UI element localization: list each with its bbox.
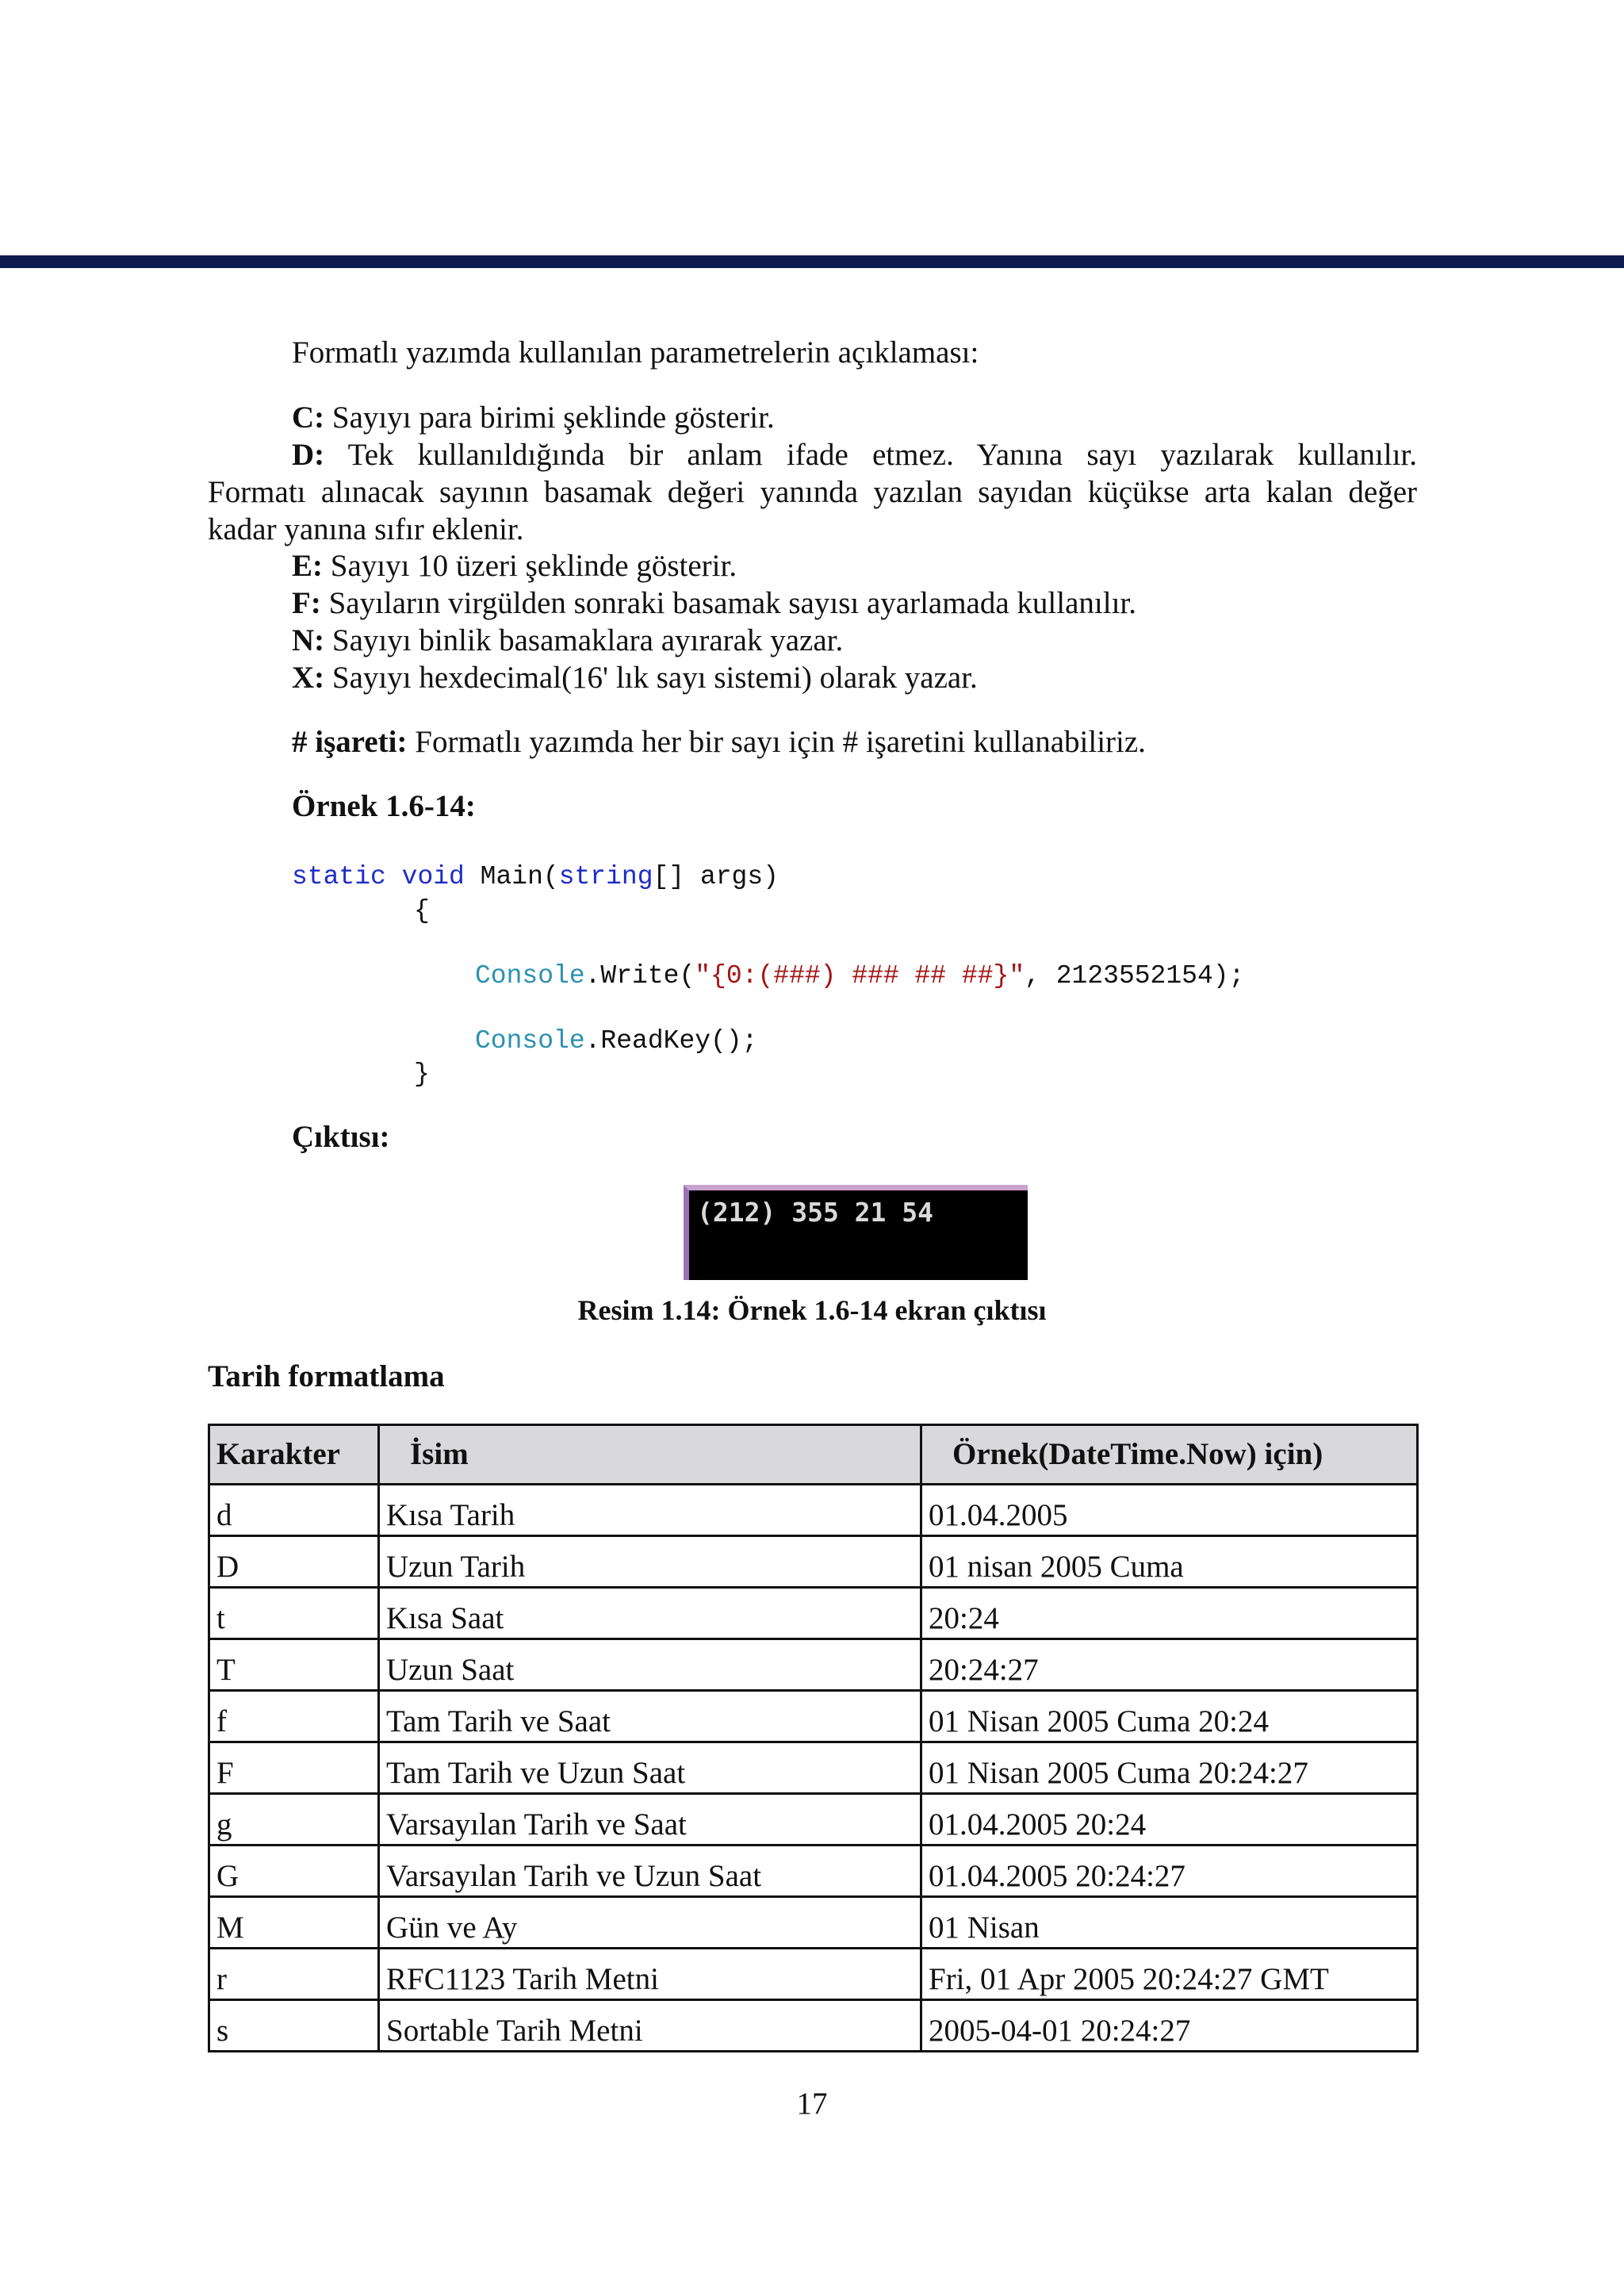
table-cell: g [209, 1794, 379, 1845]
table-row [209, 1485, 1418, 1536]
table-cell: RFC1123 Tarih Metni [379, 1949, 921, 2000]
table-cell: Varsayılan Tarih ve Saat [379, 1794, 921, 1845]
table-cell: D [209, 1536, 379, 1588]
table-cell: 20:24 [921, 1588, 1418, 1639]
table-cell: 01.04.2005 [921, 1485, 1418, 1536]
code-open-brace: { [414, 896, 430, 926]
intro-text: Formatlı yazımda kullanılan parametrelerin açıklaması: [292, 335, 979, 370]
table-row [209, 1949, 1418, 2000]
param-d-cont2: kadar yanına sıfır eklenir. [208, 512, 524, 546]
table-cell: Gün ve Ay [379, 1897, 921, 1949]
table-row [209, 2000, 1418, 2052]
table-cell: Fri, 01 Apr 2005 20:24:27 GMT [921, 1949, 1418, 2000]
param-x: X: Sayıyı hexdecimal(16' lık sayı sistemi) olarak yazar. [292, 661, 978, 695]
table-cell: 01.04.2005 20:24 [921, 1794, 1418, 1845]
date-format-table [208, 1424, 1419, 2052]
header-rule [0, 255, 1624, 268]
table-cell: Kısa Tarih [379, 1485, 921, 1536]
param-d-cont: Formatı alınacak sayının basamak değeri yanında yazılan sayıdan küçükse arta kalan değer [208, 475, 1417, 509]
param-n: N: Sayıyı binlik basamaklara ayırarak yazar. [292, 623, 844, 657]
table-cell: 01 Nisan 2005 Cuma 20:24 [921, 1691, 1418, 1742]
console-output-text: (212) 355 21 54 [697, 1197, 934, 1228]
code-line-readkey: Console.ReadKey(); [475, 1026, 758, 1056]
param-e: E: Sayıyı 10 üzeri şeklinde gösterir. [292, 549, 737, 583]
table-cell: 01 Nisan 2005 Cuma 20:24:27 [921, 1742, 1418, 1794]
hash-sign-text: # işareti: Formatlı yazımda her bir sayı için # işaretini kullanabiliriz. [292, 725, 1146, 759]
column-header: Karakter [209, 1425, 379, 1485]
table-cell: Tam Tarih ve Uzun Saat [379, 1742, 921, 1794]
code-close-brace: } [414, 1060, 430, 1089]
table-row [209, 1639, 1418, 1691]
table-cell: Uzun Tarih [379, 1536, 921, 1588]
section-title: Tarih formatlama [208, 1359, 445, 1393]
param-d: D: Tek kullanıldığında bir anlam ifade etmez. Yanına sayı yazılarak kullanılır. [292, 438, 1417, 472]
table-cell: s [209, 2000, 379, 2052]
table-cell: M [209, 1897, 379, 1949]
figure-caption: Resim 1.14: Örnek 1.6-14 ekran çıktısı [577, 1294, 1047, 1326]
table-cell: Varsayılan Tarih ve Uzun Saat [379, 1845, 921, 1897]
table-cell: Kısa Saat [379, 1588, 921, 1639]
table-row [209, 1536, 1418, 1588]
table-cell: r [209, 1949, 379, 2000]
param-c: C: Sayıyı para birimi şeklinde gösterir. [292, 401, 775, 435]
table-cell: G [209, 1845, 379, 1897]
table-cell: f [209, 1691, 379, 1742]
table-header-row [209, 1425, 1418, 1485]
table-cell: Uzun Saat [379, 1639, 921, 1691]
table-row [209, 1794, 1418, 1845]
table-cell: 20:24:27 [921, 1639, 1418, 1691]
table-row [209, 1845, 1418, 1897]
param-f: F: Sayıların virgülden sonraki basamak sayısı ayarlamada kullanılır. [292, 586, 1136, 620]
table-row [209, 1742, 1418, 1794]
console-output-screenshot [684, 1185, 1028, 1280]
table-cell: Sortable Tarih Metni [379, 2000, 921, 2052]
table-cell: t [209, 1588, 379, 1639]
table-row [209, 1897, 1418, 1949]
table-cell: Tam Tarih ve Saat [379, 1691, 921, 1742]
code-line-main: static void Main(string[] args) [292, 862, 779, 891]
column-header: Örnek(DateTime.Now) için) [921, 1425, 1418, 1485]
example-title: Örnek 1.6-14: [292, 789, 476, 823]
column-header: İsim [379, 1425, 921, 1485]
table-cell: 01 Nisan [921, 1897, 1418, 1949]
page-number: 17 [796, 2087, 828, 2121]
table-cell: T [209, 1639, 379, 1691]
table-cell: 2005-04-01 20:24:27 [921, 2000, 1418, 2052]
table-row [209, 1691, 1418, 1742]
table-cell: 01.04.2005 20:24:27 [921, 1845, 1418, 1897]
code-line-write: Console.Write("{0:(###) ### ## ##}", 2123552154); [475, 961, 1245, 991]
table-cell: 01 nisan 2005 Cuma [921, 1536, 1418, 1588]
table-cell: F [209, 1742, 379, 1794]
table-row [209, 1588, 1418, 1639]
output-title: Çıktısı: [292, 1120, 390, 1154]
table-cell: d [209, 1485, 379, 1536]
